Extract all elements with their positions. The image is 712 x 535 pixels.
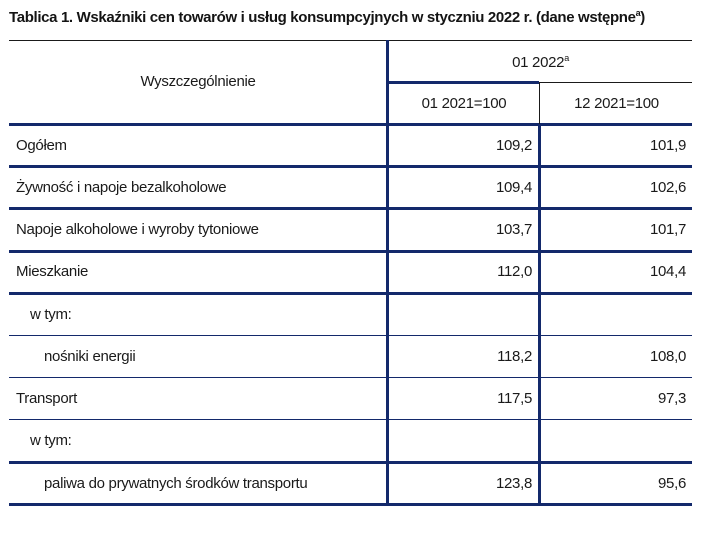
row-value-2: 102,6 (649, 179, 686, 196)
row-value-1: 112,0 (497, 263, 532, 280)
row-label: Transport (16, 390, 77, 407)
row-value-1: 103,7 (495, 221, 532, 238)
row-value-2: 101,7 (649, 221, 686, 238)
header-group-rule-right (539, 82, 692, 83)
row-value-1: 118,2 (497, 348, 532, 365)
row-value-1: 109,4 (495, 179, 532, 196)
row-value-2: 101,9 (649, 137, 686, 154)
column-rule-2-header (539, 82, 540, 124)
row-value-1: 123,8 (495, 475, 532, 492)
header-group-rule (387, 81, 539, 84)
row-label: nośniki energii (44, 348, 136, 365)
header-col-2: 12 2021=100 (574, 95, 659, 112)
row-value-2: 97,3 (658, 390, 686, 407)
row-label-subheading: w tym: (30, 306, 72, 323)
header-col-1: 01 2021=100 (421, 95, 507, 112)
header-group-text: 01 2022 (512, 54, 565, 71)
row-value-2: 104,4 (649, 263, 686, 280)
footnote-marker: a (635, 8, 641, 18)
cpi-table (9, 40, 692, 505)
table-title-text: Tablica 1. Wskaźniki cen towarów i usług konsumpcyjnych w styczniu 2022 r. (dane wstępne (9, 9, 636, 26)
footnote-marker: a (564, 53, 569, 63)
table-top-rule (9, 40, 692, 41)
row-value-2: 108,0 (649, 348, 686, 365)
row-label: Mieszkanie (16, 263, 89, 280)
row-value-1: 117,5 (497, 390, 532, 407)
header-row-label: Wyszczególnienie (140, 73, 256, 90)
table-title (9, 8, 645, 26)
row-label-subheading: w tym: (30, 432, 72, 449)
table-title-close: ) (640, 9, 645, 26)
row-label: Ogółem (16, 137, 67, 154)
row-label: Żywność i napoje bezalkoholowe (16, 179, 227, 196)
row-value-1: 109,2 (495, 137, 532, 154)
row-value-2: 95,6 (658, 475, 686, 492)
row-label: paliwa do prywatnych środków transportu (44, 475, 308, 492)
row-label: Napoje alkoholowe i wyroby tytoniowe (16, 221, 259, 238)
header-group-label (389, 53, 692, 71)
